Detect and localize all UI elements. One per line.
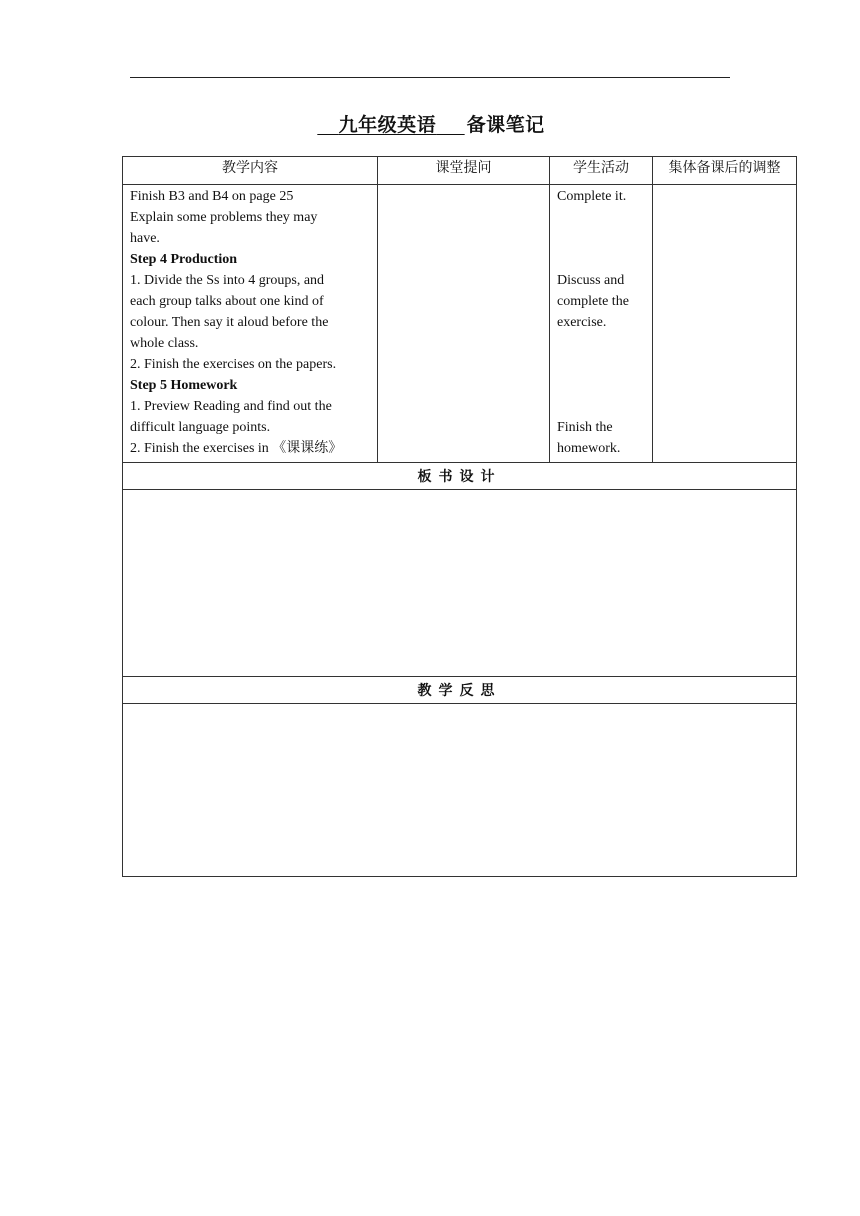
activity-line (557, 207, 646, 228)
subject-text: 九年级英语 (338, 114, 437, 136)
student-activities-cell (550, 185, 653, 463)
content-line: colour. Then say it aloud before the (130, 315, 329, 330)
activity-line (557, 228, 646, 249)
activity-line (557, 396, 646, 417)
content-line: 1. Preview Reading and find out the (130, 399, 332, 414)
column-header-adjustments: 集体备课后的调整 (653, 157, 797, 185)
reflection-header-row (123, 677, 797, 704)
board-design-area (123, 490, 797, 677)
title-suffix: 备课笔记 (466, 114, 545, 136)
activity-line: homework. (557, 441, 621, 456)
content-line: 1. Divide the Ss into 4 groups, and (130, 273, 325, 288)
activity-line: Complete it. (557, 189, 627, 204)
content-line: difficult language points. (130, 420, 271, 435)
lesson-plan-table (122, 156, 797, 877)
step-heading: Step 4 Production (130, 252, 238, 267)
column-header-content: 教学内容 (123, 157, 378, 185)
content-line: have. (130, 231, 160, 246)
activity-line (557, 333, 646, 354)
content-line: Finish B3 and B4 on page 25 (130, 189, 294, 204)
content-line: Explain some problems they may (130, 210, 318, 225)
column-header-activities: 学生活动 (550, 157, 653, 185)
reflection-area (123, 704, 797, 877)
activity-line: exercise. (557, 315, 607, 330)
table-body-row (123, 185, 797, 463)
activity-line (557, 249, 646, 270)
board-design-header-row (123, 463, 797, 490)
activity-line: Finish the (557, 420, 613, 435)
reflection-heading: 教学反思 (123, 677, 797, 704)
step-heading: Step 5 Homework (130, 378, 238, 393)
header-rule (130, 77, 730, 78)
table-header-row (123, 157, 797, 185)
activity-line (557, 354, 646, 375)
board-design-heading: 板书设计 (123, 463, 797, 490)
board-design-area-row (123, 490, 797, 677)
page-title (0, 110, 860, 137)
adjustments-cell (653, 185, 797, 463)
reflection-area-row (123, 704, 797, 877)
content-line: 2. Finish the exercises in 《课课练》 (130, 441, 343, 456)
activity-line: Discuss and (557, 273, 625, 288)
content-line: 2. Finish the exercises on the papers. (130, 357, 337, 372)
content-line: whole class. (130, 336, 199, 351)
subject-title (315, 110, 466, 137)
teaching-content-cell (123, 185, 378, 463)
classroom-questions-cell (378, 185, 550, 463)
content-line: each group talks about one kind of (130, 294, 324, 309)
activity-line (557, 375, 646, 396)
activity-line: complete the (557, 294, 629, 309)
column-header-questions: 课堂提问 (378, 157, 550, 185)
